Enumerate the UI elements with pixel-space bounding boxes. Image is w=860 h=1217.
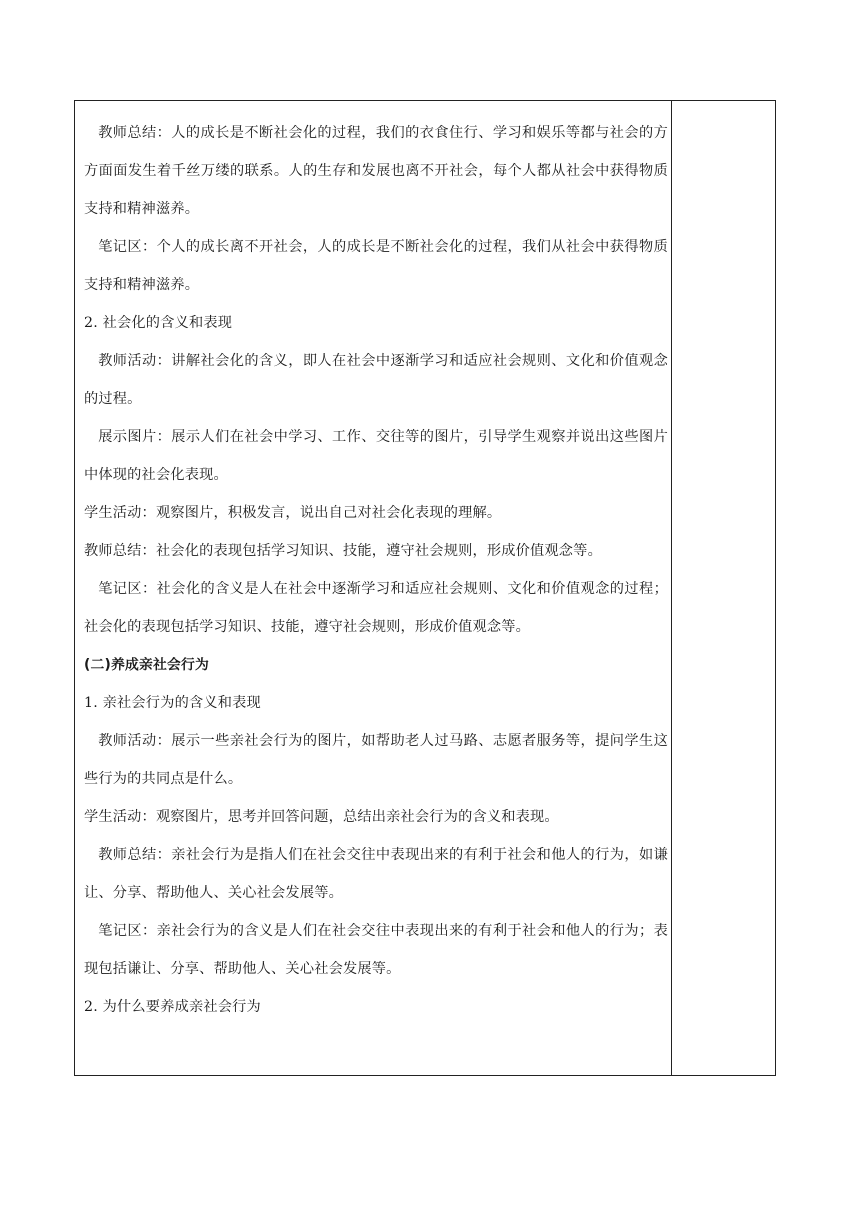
student-activity-paragraph: 学生活动：观察图片，思考并回答问题，总结出亲社会行为的含义和表现。 bbox=[84, 809, 559, 825]
section-heading: 2. 社会化的含义和表现 bbox=[84, 315, 233, 331]
notes-paragraph: 笔记区：个人的成长离不开社会，人的成长是不断社会化的过程，我们从社会中获得物质支持和精神滋养。 bbox=[84, 239, 668, 293]
table-column-divider bbox=[671, 100, 672, 1076]
lesson-content-cell bbox=[84, 100, 668, 1026]
teacher-summary-paragraph: 教师总结：人的成长是不断社会化的过程，我们的衣食住行、学习和娱乐等都与社会的方方面面发生着千丝万缕的联系。人的生存和发展也离不开社会，每个人都从社会中获得物质支持和精神滋养。 bbox=[84, 125, 668, 217]
teacher-activity-paragraph: 教师活动：展示一些亲社会行为的图片，如帮助老人过马路、志愿者服务等，提问学生这些行为的共同点是什么。 bbox=[84, 733, 668, 787]
teacher-activity-paragraph: 教师活动：讲解社会化的含义，即人在社会中逐渐学习和适应社会规则、文化和价值观念的过程。 bbox=[84, 353, 668, 407]
part-heading: (二)养成亲社会行为 bbox=[84, 657, 209, 673]
teacher-summary-paragraph: 教师总结：亲社会行为是指人们在社会交往中表现出来的有利于社会和他人的行为，如谦让、分享、帮助他人、关心社会发展等。 bbox=[84, 847, 668, 901]
section-heading: 2. 为什么要养成亲社会行为 bbox=[84, 999, 261, 1015]
student-activity-paragraph: 学生活动：观察图片，积极发言，说出自己对社会化表现的理解。 bbox=[84, 505, 502, 521]
show-pictures-paragraph: 展示图片：展示人们在社会中学习、工作、交往等的图片，引导学生观察并说出这些图片中体现的社会化表现。 bbox=[84, 429, 668, 483]
section-heading: 1. 亲社会行为的含义和表现 bbox=[84, 695, 261, 711]
notes-paragraph: 笔记区：社会化的含义是人在社会中逐渐学习和适应社会规则、文化和价值观念的过程；社会化的表现包括学习知识、技能，遵守社会规则，形成价值观念等。 bbox=[84, 581, 668, 635]
teacher-summary-paragraph: 教师总结：社会化的表现包括学习知识、技能，遵守社会规则，形成价值观念等。 bbox=[84, 543, 602, 559]
notes-paragraph: 笔记区：亲社会行为的含义是人们在社会交往中表现出来的有利于社会和他人的行为；表现包括谦让、分享、帮助他人、关心社会发展等。 bbox=[84, 923, 668, 977]
